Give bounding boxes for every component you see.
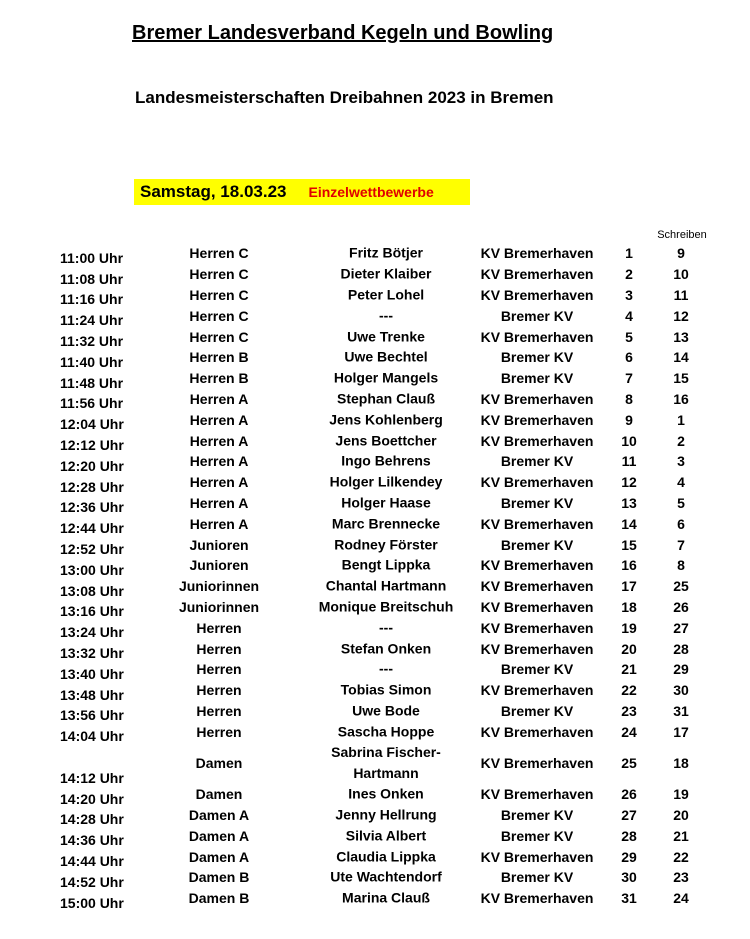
row-club: KV Bremerhaven [480,286,594,303]
row-number: 11 [621,453,637,470]
row-write: 15 [673,370,689,387]
table-row [0,638,750,659]
row-club: KV Bremerhaven [480,390,594,407]
row-time: 14:04 Uhr [60,728,124,745]
row-class: Damen [195,786,243,803]
row-write: 29 [673,661,689,678]
table-row [0,389,750,410]
row-write: 17 [673,723,689,740]
row-number: 21 [621,661,637,678]
row-name: Peter Lohel [347,286,425,303]
table-row [0,513,750,537]
row-class: Herren C [189,245,249,262]
row-club: KV Bremerhaven [480,682,594,699]
row-club: Bremer KV [500,869,574,886]
row-club: Bremer KV [500,661,574,678]
row-time: 13:00 Uhr [60,561,124,578]
row-number: 8 [625,390,633,407]
table-row [0,430,750,451]
row-club: Bremer KV [500,307,574,324]
table-row [0,846,750,867]
row-class: Herren A [189,432,249,449]
row-write: 27 [673,619,689,636]
row-class: Herren [196,723,242,740]
row-time: 11:48 Uhr [60,374,124,391]
row-number: 3 [625,286,633,303]
row-club: KV Bremerhaven [480,328,594,345]
row-name: Jenny Hellrung [335,806,437,823]
row-club: Bremer KV [500,453,574,470]
row-number: 26 [621,786,637,803]
row-number: 20 [621,640,637,657]
table-row [0,659,750,680]
row-club: KV Bremerhaven [480,474,594,491]
row-time: 14:12 Uhr [60,769,124,786]
table-row [0,285,750,306]
table-row [0,867,750,888]
row-class: Damen A [188,827,250,844]
row-class: Herren A [189,474,249,491]
table-row [0,597,750,618]
row-time: 11:32 Uhr [60,332,124,349]
row-number: 10 [621,432,637,449]
row-time: 14:44 Uhr [60,852,124,869]
row-write: 6 [677,515,685,532]
row-name: Ines Onken [348,785,424,802]
row-club: Bremer KV [500,536,574,553]
row-club: Bremer KV [500,827,574,844]
row-name: Sabrina Fischer-Hartmann [331,744,441,781]
row-time: 11:24 Uhr [60,312,124,329]
table-row [0,784,750,805]
table-row [0,888,750,909]
row-number: 27 [621,806,637,823]
row-number: 16 [621,557,637,574]
date-banner [134,179,470,205]
row-club: KV Bremerhaven [480,619,594,636]
row-write: 3 [677,453,685,470]
row-time: 12:12 Uhr [60,436,124,453]
row-time: 13:24 Uhr [60,624,124,641]
row-number: 5 [625,328,633,345]
row-write: 21 [673,827,689,844]
row-write: 9 [677,245,685,262]
row-number: 28 [621,827,637,844]
row-time: 11:08 Uhr [60,270,124,287]
row-club: KV Bremerhaven [480,515,594,532]
table-row [0,680,750,701]
row-time: 14:20 Uhr [60,790,124,807]
row-class: Herren C [189,266,249,283]
row-club: KV Bremerhaven [480,640,594,657]
row-number: 9 [625,411,633,428]
row-write: 16 [673,390,689,407]
row-name: Dieter Klaiber [340,265,432,282]
row-club: Bremer KV [500,806,574,823]
row-write: 28 [673,640,689,657]
row-time: 12:44 Uhr [60,520,124,537]
row-write: 7 [677,536,685,553]
row-class: Damen [195,754,243,771]
row-number: 19 [621,619,637,636]
row-write: 11 [673,286,689,303]
row-time: 12:04 Uhr [60,416,124,433]
table-row [0,326,750,347]
row-name: Uwe Bechtel [344,348,428,365]
row-number: 15 [621,536,637,553]
row-write: 10 [673,266,689,283]
row-write: 1 [677,411,685,428]
row-write: 23 [673,869,689,886]
row-number: 22 [621,682,637,699]
row-write: 19 [673,786,689,803]
row-class: Juniorinnen [178,598,260,615]
row-name: --- [379,660,393,677]
row-club: Bremer KV [500,370,574,387]
row-class: Herren A [189,411,249,428]
row-club: Bremer KV [500,349,574,366]
table-row [0,555,750,576]
row-write: 24 [673,890,689,907]
table-row [0,305,750,329]
row-write: 20 [673,806,689,823]
row-number: 23 [621,702,637,719]
row-time: 13:40 Uhr [60,665,124,682]
row-write: 25 [673,578,689,595]
row-time: 13:56 Uhr [60,707,124,724]
table-row [0,617,750,641]
row-name: Rodney Förster [334,536,438,553]
row-number: 25 [621,754,637,771]
row-name: Jens Boettcher [335,432,437,449]
row-number: 29 [621,848,637,865]
table-row [0,701,750,722]
row-time: 12:52 Uhr [60,540,124,557]
row-class: Herren [196,702,242,719]
row-class: Herren A [189,494,249,511]
table-row [0,742,750,784]
row-number: 2 [625,266,633,283]
table-row [0,347,750,368]
table-row [0,534,750,555]
row-name: Monique Breitschuh [318,598,454,615]
row-number: 7 [625,370,633,387]
row-name: Bengt Lippka [341,556,431,573]
row-class: Herren C [189,328,249,345]
row-club: Bremer KV [500,702,574,719]
row-name: Tobias Simon [340,681,432,698]
row-name: Uwe Trenke [347,328,425,345]
row-class: Damen B [188,869,250,886]
row-name: Stephan Clauß [336,390,435,407]
table-row [0,243,750,264]
row-write: 14 [673,349,689,366]
row-number: 12 [621,474,637,491]
row-time: 13:48 Uhr [60,686,124,703]
banner-competition: Einzelwettbewerbe [308,184,434,200]
row-write: 13 [673,328,689,345]
row-time: 11:40 Uhr [60,353,124,370]
row-class: Herren A [189,390,249,407]
write-column-header: Schreiben [657,229,707,241]
row-class: Herren C [189,286,249,303]
row-class: Juniorinnen [178,578,260,595]
row-name: Marc Brennecke [331,515,441,532]
row-name: --- [379,619,393,636]
row-name: Fritz Bötjer [349,244,423,261]
row-time: 15:00 Uhr [60,894,124,911]
row-time: 14:36 Uhr [60,832,124,849]
row-class: Junioren [189,557,249,574]
row-name: Sascha Hoppe [337,723,435,740]
row-time: 11:00 Uhr [60,249,124,266]
row-club: KV Bremerhaven [480,266,594,283]
row-number: 1 [625,245,633,262]
table-row [0,576,750,597]
row-club: KV Bremerhaven [480,723,594,740]
row-club: Bremer KV [500,494,574,511]
row-number: 6 [625,349,633,366]
table-row [0,721,750,745]
row-write: 8 [677,557,685,574]
row-class: Herren B [189,370,249,387]
row-time: 11:16 Uhr [60,291,124,308]
row-name: Jens Kohlenberg [329,411,443,428]
row-class: Junioren [189,536,249,553]
row-write: 30 [673,682,689,699]
row-class: Herren B [189,349,249,366]
row-write: 22 [673,848,689,865]
row-number: 30 [621,869,637,886]
table-row [0,472,750,493]
row-time: 13:32 Uhr [60,644,124,661]
row-name: Silvia Albert [345,827,427,844]
row-class: Damen A [188,806,250,823]
document-subtitle: Landesmeisterschaften Dreibahnen 2023 in Bremen [135,88,554,107]
row-name: Marina Clauß [342,889,430,906]
row-class: Herren [196,619,242,636]
row-class: Herren [196,640,242,657]
row-time: 12:20 Uhr [60,457,124,474]
row-class: Herren C [189,307,249,324]
row-club: KV Bremerhaven [480,245,594,262]
table-row [0,493,750,514]
row-class: Herren A [189,515,249,532]
document-title: Bremer Landesverband Kegeln und Bowling [132,22,554,44]
row-write: 2 [677,432,685,449]
row-class: Damen A [188,848,250,865]
row-write: 31 [673,702,689,719]
row-write: 12 [673,307,689,324]
row-name: Claudia Lippka [336,848,436,865]
row-number: 13 [621,494,637,511]
row-club: KV Bremerhaven [480,432,594,449]
row-number: 17 [621,578,637,595]
row-club: KV Bremerhaven [480,557,594,574]
row-name: Ingo Behrens [341,452,431,469]
row-club: KV Bremerhaven [480,411,594,428]
row-club: KV Bremerhaven [480,754,594,771]
row-number: 31 [621,890,637,907]
table-row [0,409,750,433]
row-name: Holger Mangels [333,369,439,386]
row-class: Herren [196,682,242,699]
row-time: 12:28 Uhr [60,478,124,495]
table-row [0,264,750,285]
row-number: 18 [621,598,637,615]
row-name: Holger Lilkendey [329,473,443,490]
row-name: Ute Wachtendorf [330,868,442,885]
row-time: 14:28 Uhr [60,811,124,828]
row-write: 26 [673,598,689,615]
row-time: 12:36 Uhr [60,499,124,516]
row-time: 14:52 Uhr [60,873,124,890]
row-write: 5 [677,494,685,511]
table-row [0,451,750,472]
row-club: KV Bremerhaven [480,578,594,595]
row-name: Chantal Hartmann [325,577,447,594]
row-class: Herren [196,661,242,678]
row-number: 24 [621,723,637,740]
row-name: Uwe Bode [352,702,420,719]
row-time: 13:16 Uhr [60,603,124,620]
row-write: 18 [673,754,689,771]
row-time: 13:08 Uhr [60,582,124,599]
row-club: KV Bremerhaven [480,598,594,615]
row-club: KV Bremerhaven [480,786,594,803]
row-time: 11:56 Uhr [60,395,124,412]
row-class: Herren A [189,453,249,470]
row-name: Holger Haase [341,494,431,511]
row-number: 4 [625,307,633,324]
table-row [0,825,750,849]
row-club: KV Bremerhaven [480,890,594,907]
schedule-table [0,243,750,909]
row-name: Stefan Onken [340,640,432,657]
row-club: KV Bremerhaven [480,848,594,865]
table-row [0,368,750,389]
row-write: 4 [677,474,685,491]
row-class: Damen B [188,890,250,907]
table-row [0,805,750,826]
banner-date: Samstag, 18.03.23 [140,182,287,201]
row-name: --- [379,307,393,324]
row-number: 14 [621,515,637,532]
